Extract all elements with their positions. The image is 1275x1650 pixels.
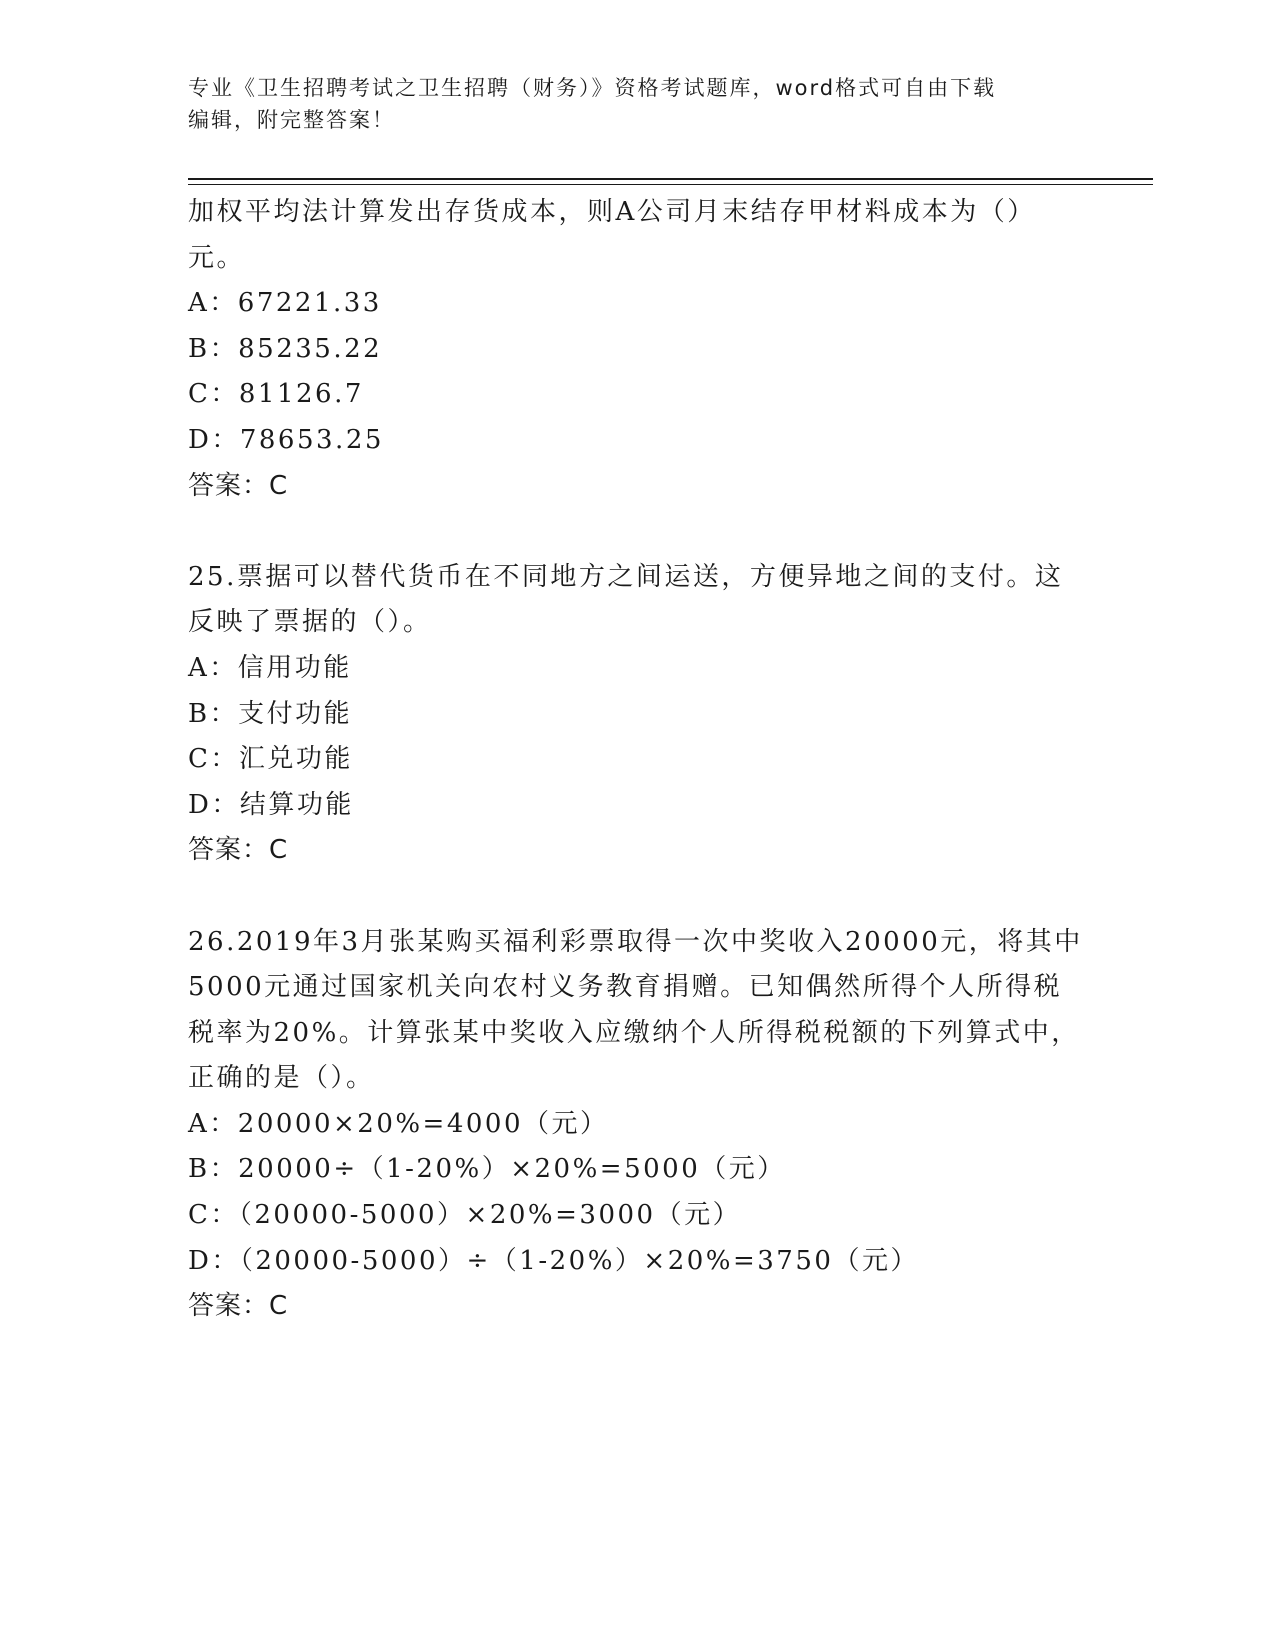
option-b: B：85235.22 (188, 333, 383, 364)
answer: 答案：C (188, 835, 289, 866)
question-stem: 加权平均法计算发出存货成本，则A公司月末结存甲材料成本为（） (188, 197, 1036, 227)
option-c: C：（20000-5000）×20%=3000（元） (188, 1200, 742, 1231)
answer: 答案：C (188, 1291, 289, 1322)
option-d: D：（20000-5000）÷（1-20%）×20%=3750（元） (188, 1245, 919, 1276)
question-25 (188, 555, 1088, 874)
option-a: A：20000×20%=4000（元） (188, 1108, 609, 1139)
question-stem: 反映了票据的（）。 (188, 607, 432, 638)
header-rule-thick (188, 178, 1153, 180)
option-b: B：20000÷（1-20%）×20%=5000（元） (188, 1154, 786, 1185)
question-stem: 正确的是（）。 (188, 1063, 375, 1094)
header-line-2: 编辑，附完整答案！ (188, 108, 395, 132)
option-a: A：信用功能 (188, 652, 352, 683)
option-c: C：81126.7 (188, 379, 364, 410)
question-stem: 5000元通过国家机关向农村义务教育捐赠。已知偶然所得个人所得税 (188, 972, 1063, 1003)
option-d: D：78653.25 (188, 424, 384, 455)
header-line-1: 专业《卫生招聘考试之卫生招聘（财务）》资格考试题库，word格式可自由下载 (188, 76, 997, 100)
option-c: C：汇兑功能 (188, 744, 353, 775)
option-b: B：支付功能 (188, 698, 353, 729)
answer: 答案：C (188, 470, 289, 501)
question-stem: 税率为20%。计算张某中奖收入应缴纳个人所得税税额的下列算式中， (188, 1017, 1080, 1048)
question-stem: 25.票据可以替代货币在不同地方之间运送，方便异地之间的支付。这 (188, 561, 1064, 592)
spacer (188, 509, 1088, 555)
option-a: A：67221.33 (188, 288, 382, 319)
question-list (188, 190, 1088, 1330)
header-rule-thin (188, 184, 1153, 185)
question-24 (188, 190, 1088, 509)
question-stem: 26.2019年3月张某购买福利彩票取得一次中奖收入20000元，将其中 (188, 926, 1083, 957)
question-26 (188, 920, 1088, 1330)
document-header (188, 72, 1068, 136)
question-stem: 元。 (188, 242, 246, 273)
spacer (188, 874, 1088, 920)
option-d: D：结算功能 (188, 789, 354, 820)
